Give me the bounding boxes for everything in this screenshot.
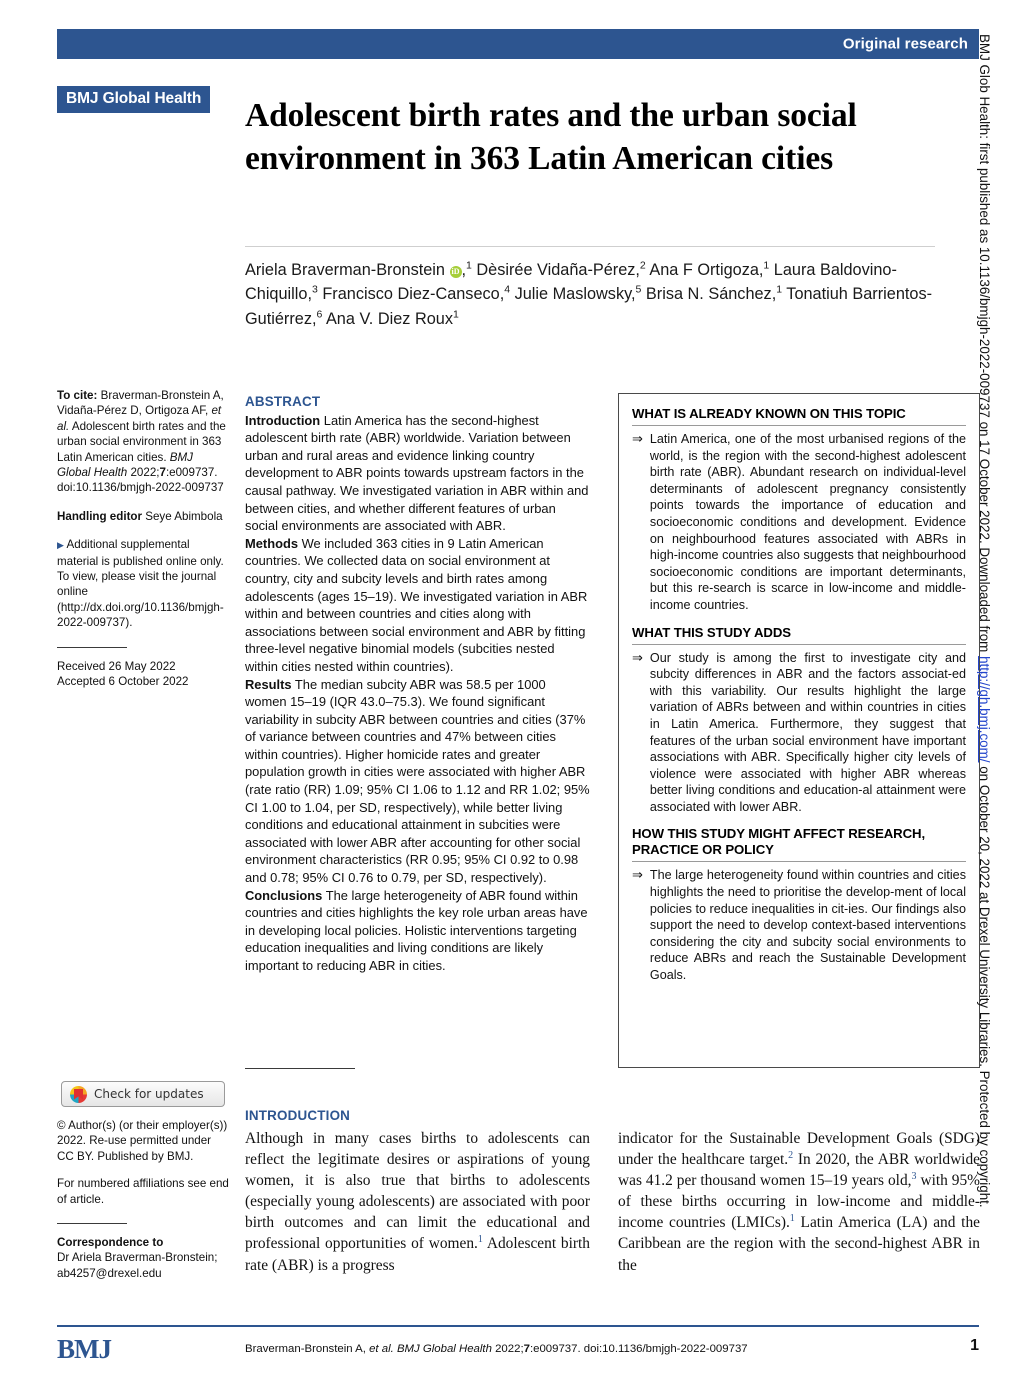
abstract-divider: [245, 1068, 355, 1069]
crossmark-icon: [70, 1086, 87, 1103]
abstract-conclusions-text: The large heterogeneity of ABR found within countries and cities highlights the key role urban areas have in developing local policies. Holistic interventions targeting education inequalities and living conditions are likely important to reducing ABR in cities.: [245, 887, 588, 973]
abstract-section: [245, 393, 590, 975]
correspondence-text: Dr Ariela Braverman-Bronstein; ab4257@drexel.edu: [57, 1251, 218, 1280]
abstract-conclusions-label: Conclusions: [245, 887, 323, 903]
abstract-conclusions: [245, 887, 590, 975]
key-point-section: [632, 826, 966, 983]
footer-citation-rest: 2022;: [491, 1343, 524, 1355]
handling-editor-label: Handling editor: [57, 509, 143, 523]
sidebar-metadata: [57, 388, 229, 703]
key-point-divider: [632, 861, 966, 862]
abstract-results: [245, 676, 590, 887]
to-cite-block: [57, 388, 229, 496]
arrow-right-icon: ⇒: [632, 867, 643, 883]
key-point-section: [632, 406, 966, 614]
received-date: Received 26 May 2022: [57, 659, 176, 673]
footer-citation-journal: BMJ Global Health: [393, 1343, 492, 1355]
footer-citation-etal: et al.: [369, 1343, 394, 1355]
abstract-results-label: Results: [245, 676, 292, 692]
handling-editor-name: Seye Abimbola: [142, 509, 223, 523]
to-cite-year: 2022;: [127, 466, 160, 480]
key-point-text: The large heterogeneity found within countries and cities highlights the need to prioritise the develop-ment of local policies to reduce inequalities in cit-ies. Our findings also support the need to develop context-based interventions considering the city and subcity social environments to reduce ABRs and reach the Sustainable Development Goals.: [649, 868, 966, 983]
footer-citation-prefix: Braverman-Bronstein A,: [245, 1343, 370, 1355]
key-point-divider: [632, 425, 966, 426]
journal-logo: BMJ Global Health: [57, 86, 210, 113]
sidebar-divider-1: [57, 647, 127, 648]
vertical-note-part2: on October 20, 2022 at Drexel University Libraries. Protected by copyright.: [977, 762, 992, 1208]
key-point-item: [632, 650, 966, 816]
supplemental-note: [57, 537, 229, 630]
introduction-column-1: Although in many cases births to adolescents can reflect the legitimate desires or aspirations of young women, it is also true that births to adolescents (especially young adolescents) are associated with poor birth outcomes and can limit the educational and professional opportunities of women.$^1$ Adolescent birth rate (ABR) is a progress: [245, 1130, 590, 1274]
introduction-column-2: indicator for the Sustainable Development Goals (SDG) under the healthcare target.$^2$ In 2020, the ABR worldwide was 41.2 per thousand women 15–19 years old,$^3$ with 95% of these births occurring in low-income and middle-income countries (LMICs).$^1$ Latin America (LA) and the Caribbean are the region with the second-highest ABR in the: [618, 1130, 980, 1274]
handling-editor-block: [57, 509, 229, 524]
page-number: 1: [970, 1337, 979, 1354]
to-cite-label: To cite:: [57, 389, 98, 402]
section-label: Original research: [842, 35, 968, 53]
author-list: Ariela Braverman-Bronstein iD ,$^1$ Dèsirée Vidaña-Pérez,$^2$ Ana F Ortigoza,$^1$ Laura Baldovino-Chiquillo,$^3$ Francisco Diez-Canseco,$^4$ Julie Maslowsky,$^5$ Brisa N. Sánchez,$^1$ Tonatiuh Barrientos-Gutiérrez,$^6$ Ana V. Diez Roux$^1$: [245, 259, 933, 328]
abstract-results-text: The median subcity ABR was 58.5 per 1000 women 15–19 (IQR 43.0–75.3). We found significant variability in subcity ABR between countries and cities (37% of variance between countries and 47% between cities within countries). Higher homicide rates and greater population growth in cities were associated with higher ABR (rate ratio (RR) 1.09; 95% CI 1.06 to 1.12 and RR 1.02; 95% CI 1.00 to 1.04, per SD, respectively), while better living conditions and educational attainment in subcities were associated with lower ABR after accounting for other social environment characteristics (RR 0.95; 95% CI 0.92 to 0.98 and 0.78; 95% CI 0.76 to 0.79, per SD, respectively).: [245, 676, 590, 886]
abstract-introduction-label: Introduction: [245, 412, 321, 428]
title-divider: [245, 246, 935, 247]
key-point-divider: [632, 644, 966, 645]
abstract-introduction: [245, 412, 590, 535]
abstract-heading: ABSTRACT: [245, 394, 321, 409]
abstract-methods: [245, 535, 590, 676]
abstract-introduction-text: Latin America has the second-highest adolescent birth rate (ABR) worldwide. Variation between urban and rural areas and evidence linking country development to ABR points towards upstream factors in the causal pathway. We investigated variation in ABR within and between cities, and whether different features of urban social environments are associated with ABR.: [245, 412, 589, 534]
sidebar-legal: [57, 1118, 229, 1293]
bmj-logo: BMJ: [57, 1334, 111, 1364]
key-point-heading: WHAT THIS STUDY ADDS: [632, 624, 791, 640]
key-point-heading: WHAT IS ALREADY KNOWN ON THIS TOPIC: [632, 406, 906, 421]
abstract-methods-text: We included 363 cities in 9 Latin American countries. We collected data on social environment at country, city and subcity levels and birth rates among adolescents (ages 15–19). We investigated variation in ABR within and between countries and cities along with associations between social environment and ABR by fitting three-level negative binomial models (subcities nested within cities nested within countries).: [245, 535, 588, 674]
key-point-item: [632, 867, 966, 983]
orcid-icon[interactable]: iD: [451, 267, 460, 276]
footer-citation-tail: :e009737. doi:10.1136/bmjgh-2022-009737: [529, 1343, 748, 1355]
arrow-right-icon: ⇒: [632, 431, 643, 446]
check-for-updates-label: Check for updates: [94, 1087, 204, 1101]
to-cite-authors: Braverman-Bronstein A, Vidaña-Pérez D, Ortigoza AF,: [57, 389, 224, 418]
arrow-right-icon: ⇒: [632, 649, 643, 665]
key-point-text: Our study is among the first to investigate city and subcity differences in ABR and the factors associat-ed with this variability. Our results highlight the large variation of ABRs between and within countries in cities in Latin America. Furthermore, they suggest that features of the urban social environment have important associations with ABR. Specifically higher city levels of violence were associated with higher ABR whereas better living conditions and education-al attainment were associated with lower ABR.: [649, 650, 966, 814]
triangle-icon: ▶: [57, 540, 64, 551]
vertical-note-part1: BMJ Glob Health: first published as 10.1136/bmjgh-2022-009737 on 17 October 2022. Downloaded from: [977, 34, 992, 657]
introduction-heading: INTRODUCTION: [245, 1108, 351, 1123]
supplemental-note-text: Additional supplemental material is published online only. To view, please visit the journal online (http://dx.doi.org/10.1136/bmjgh-2022-009737).: [57, 538, 224, 630]
to-cite-doi: :e009737. doi:10.1136/bmjgh-2022-009737: [57, 466, 224, 495]
page-title: Adolescent birth rates and the urban social environment in 363 Latin American cities: [245, 97, 857, 178]
footer-divider: [57, 1325, 979, 1327]
to-cite-journal: BMJ Global Health: [57, 450, 193, 480]
copyright-note: © Author(s) (or their employer(s)) 2022. Re-use permitted under CC BY. Published by BMJ.: [57, 1119, 228, 1163]
header-bar: [57, 29, 979, 59]
affiliations-note: For numbered affiliations see end of article.: [57, 1177, 229, 1206]
key-point-heading: HOW THIS STUDY MIGHT AFFECT RESEARCH, PRACTICE OR POLICY: [632, 826, 926, 858]
key-points-box: [618, 393, 980, 1068]
footer-citation: [245, 1343, 748, 1355]
key-point-item: [632, 431, 966, 614]
to-cite-volume: 7: [159, 466, 166, 480]
to-cite-article: Adolescent birth rates and the urban social environment in 363 Latin American cities.: [57, 419, 226, 464]
footer-citation-volume: 7: [523, 1343, 530, 1355]
correspondence-block: [57, 1235, 229, 1281]
key-point-text: Latin America, one of the most urbanised regions of the world, is the region with the second-highest adolescent birth rate (ABR). Abundant research on individual-level determinants of adolescent pregnancy consistently points towards the importance of education and socioeconomic conditions and development. Evidence on neighbourhood features associated with ABRs in high-income countries also suggests that neighbourhood socioeconomic conditions are important determinants, but this re-search is scarce in low-income and middle-income countries.: [649, 432, 966, 612]
journal-url-link[interactable]: http://gh.bmj.com/: [977, 656, 992, 763]
sidebar-divider-2: [57, 1223, 127, 1224]
key-point-section: [632, 625, 966, 816]
to-cite-etal: et al.: [57, 404, 222, 433]
check-for-updates-button[interactable]: [61, 1081, 225, 1107]
correspondence-label: Correspondence to: [57, 1236, 164, 1250]
accepted-date: Accepted 6 October 2022: [57, 675, 189, 689]
vertical-publication-note: [977, 34, 992, 1324]
abstract-methods-label: Methods: [245, 535, 298, 551]
